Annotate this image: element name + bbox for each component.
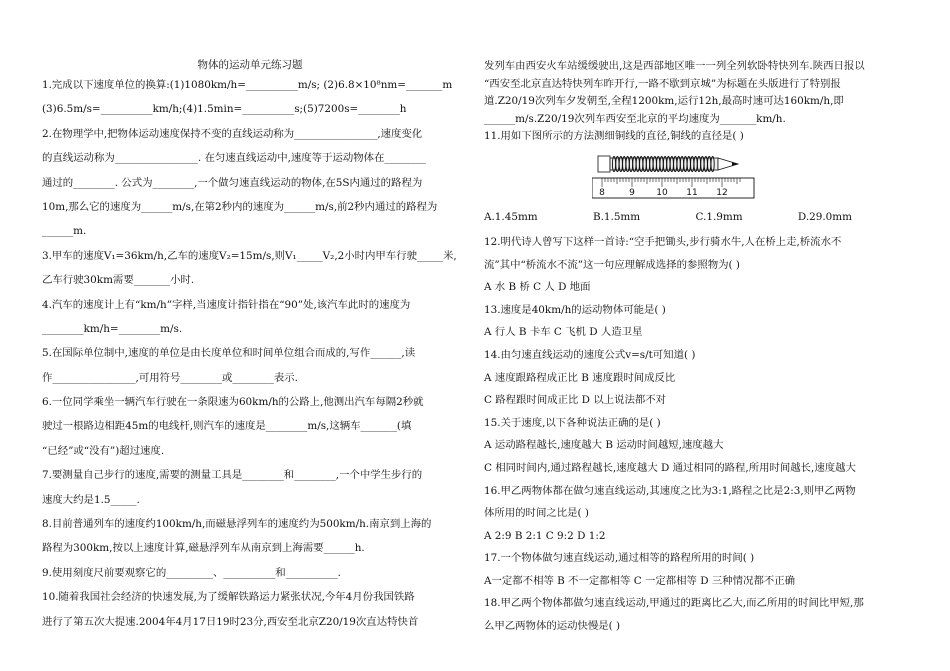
ruler-tick-label: 10 xyxy=(656,187,668,198)
left-lines-line: ______m. xyxy=(42,225,87,238)
right-rest-line: A一定都不相等 B 不一定都相等 C 一定都相等 D 三种情况都不正确 xyxy=(484,574,796,587)
left-lines-line: ________km/h=________m/s. xyxy=(42,322,183,335)
left-lines-line: 作________________,可用符号________或________表示. xyxy=(42,371,298,384)
right-rest-line: 流”其中“桥流水不流”这一句应理解成选择的参照物为( ) xyxy=(484,258,740,271)
ruler-tick-label: 12 xyxy=(716,187,728,198)
left-lines-line: 7.要测量自己步行的速度,需要的测量工具是________和________,一个中学生步行的 xyxy=(42,469,423,482)
left-lines-line: 10.随着我国社会经济的快速发展,为了缓解铁路运力紧张状况,今年4月份我国铁路 xyxy=(42,591,415,604)
right-top-line: 发列车由西安火车站缓缓驶出,这是西部地区唯一一列全列软卧特快列车.陕西日报以 xyxy=(484,60,865,72)
left-lines-line: 驶过一根路边相距45m的电线杆,则汽车的速度是________m/s,这辆车_______(填 xyxy=(42,420,412,433)
ruler-with-coiled-wire-image xyxy=(592,148,762,208)
left-lines-line: 3.甲车的速度V₁=36km/h,乙车的速度V₂=15m/s,则V₁_____V₂,2小时内甲车行驶_____米, xyxy=(42,249,457,262)
left-lines-line: 5.在国际单位制中,速度的单位是由长度单位和时间单位组合而成的,写作______,读 xyxy=(42,347,416,360)
left-column xyxy=(42,0,458,634)
ruler-figure xyxy=(484,146,906,210)
right-rest-line: C 路程跟时间成正比 D 以上说法都不对 xyxy=(484,394,667,407)
left-question-block xyxy=(42,73,458,634)
right-rest-line: A 2:9 B 2:1 C 9:2 D 1:2 xyxy=(484,529,606,542)
q11-options xyxy=(484,210,852,225)
ruler-tick-label: 8 xyxy=(599,187,605,198)
right-rest-line: 17.一个物体做匀速直线运动,通过相等的路程所用的时间( ) xyxy=(484,552,755,565)
left-lines-line: (3)6.5m/s=__________km/h;(4)1.5min=__________s;(5)7200s=________h xyxy=(42,103,407,116)
left-lines-line: 8.目前普通列车的速度约100km/h,而磁悬浮列车的速度约为500km/h.南京到上海的 xyxy=(42,518,432,531)
left-lines-line: 通过的________. 公式为________,一个做匀速直线运动的物体,在5S内通过的路程为 xyxy=(42,176,423,189)
left-lines-line: 6.一位同学乘坐一辆汽车行驶在一条限速为60km/h的公路上,他测出汽车每隔2秒就 xyxy=(42,396,424,409)
right-rest-line: C 相同时间内,通过路程越长,速度越大 D 通过相同的路程,所用时间越长,速度越大 xyxy=(484,461,856,474)
q11-option-c[interactable]: C.1.9mm xyxy=(695,210,743,223)
left-lines-line: 4.汽车的速度计上有“km/h”字样,当速度计指针指在“90”处,该汽车此时的速度为 xyxy=(42,298,411,311)
q11-option-d[interactable]: D.29.0mm xyxy=(797,210,852,223)
right-rest-line: 13.速度是40km/h的运动物体可能是( ) xyxy=(484,303,666,316)
left-lines-line: “已经”或“没有”)超过速度. xyxy=(42,444,165,457)
left-lines-line: 2.在物理学中,把物体运动速度保持不变的直线运动称为________________,速度变化 xyxy=(42,127,423,140)
right-rest-line: 12.明代诗人曾写下这样一首诗:“空手把锄头,步行骑水牛,人在桥上走,桥流水不 xyxy=(484,235,842,248)
right-rest-line: 14.由匀速直线运动的速度公式v=s/t可知道( ) xyxy=(484,348,696,361)
right-top-line: 11.用如下图所示的方法测细铜线的直径,铜线的直径是( ) xyxy=(484,130,744,143)
ruler-tick-label: 9 xyxy=(629,187,635,198)
q11-option-a[interactable]: A.1.45mm xyxy=(484,210,538,223)
right-rest-line: 么甲乙两物体的运动快慢是( ) xyxy=(484,620,621,633)
right-rest-line: A 运动路程越长,速度越大 B 运动时间越短,速度越大 xyxy=(484,439,724,452)
ruler-tick-label: 11 xyxy=(686,187,698,198)
right-rest-line: 18.甲乙两个物体都做匀速直线运动,甲通过的距离比乙大,而乙所用的时间比甲短,那 xyxy=(484,597,864,610)
right-question-block xyxy=(484,231,906,638)
q11-option-b[interactable]: B.1.5mm xyxy=(592,210,641,223)
right-column xyxy=(484,0,906,638)
right-rest-line: 体所用的时间之比是( ) xyxy=(484,507,589,520)
right-rest-line: 16.甲乙两物体都在做匀速直线运动,其速度之比为3:1,路程之比是2:3,则甲乙两物 xyxy=(484,484,856,497)
left-lines-line: 速度大约是1.5_____. xyxy=(42,493,140,506)
left-lines-line: 的直线运动称为________________. 在匀速直线运动中,速度等于运动物体在________ xyxy=(42,152,426,165)
left-lines-line: 进行了第五次大提速.2004年4月17日19时23分,西安至北京Z20/19次直达特快首 xyxy=(42,615,419,628)
right-question-block-top xyxy=(484,58,906,146)
left-lines-line: 10m,那么它的速度为______m/s,在第2秒内的速度为______m/s,前2秒内通过的路程为 xyxy=(42,200,438,213)
left-lines-line: 路程为300km,按以上速度计算,磁悬浮列车从南京到上海需要______h. xyxy=(42,542,365,555)
right-top-line: “西安至北京直达特快列车昨开行,一路不歇到京城”为标题在头版进行了特别报 xyxy=(484,77,841,90)
right-rest-line: A 速度跟路程成正比 B 速度跟时间成反比 xyxy=(484,371,676,384)
page-title: 物体的运动单元练习题 xyxy=(197,59,303,71)
right-rest-line: A 行人 B 卡车 C 飞机 D 人造卫星 xyxy=(484,326,643,339)
right-top-line: ______m/s.Z20/19次列车西安至北京的平均速度为_______km/h. xyxy=(484,112,786,125)
left-lines-line: 1.完成以下速度单位的换算:(1)1080km/h=__________m/s; (2)6.8×10⁸nm=_______m xyxy=(42,79,453,91)
right-top-line: 道.Z20/19次列车夕发朝至,全程1200km,运行12h,最高时速可达160km/h,即 xyxy=(484,95,844,108)
right-rest-line: 15.关于速度,以下各种说法正确的是( ) xyxy=(484,416,661,429)
left-lines-line: 乙车行驶30km需要_______小时. xyxy=(42,274,195,287)
left-lines-line: 9.使用刻度尺前要观察它的_________、__________和__________. xyxy=(42,566,341,579)
right-rest-line: A 水 B 桥 C 人 D 地面 xyxy=(484,281,591,294)
